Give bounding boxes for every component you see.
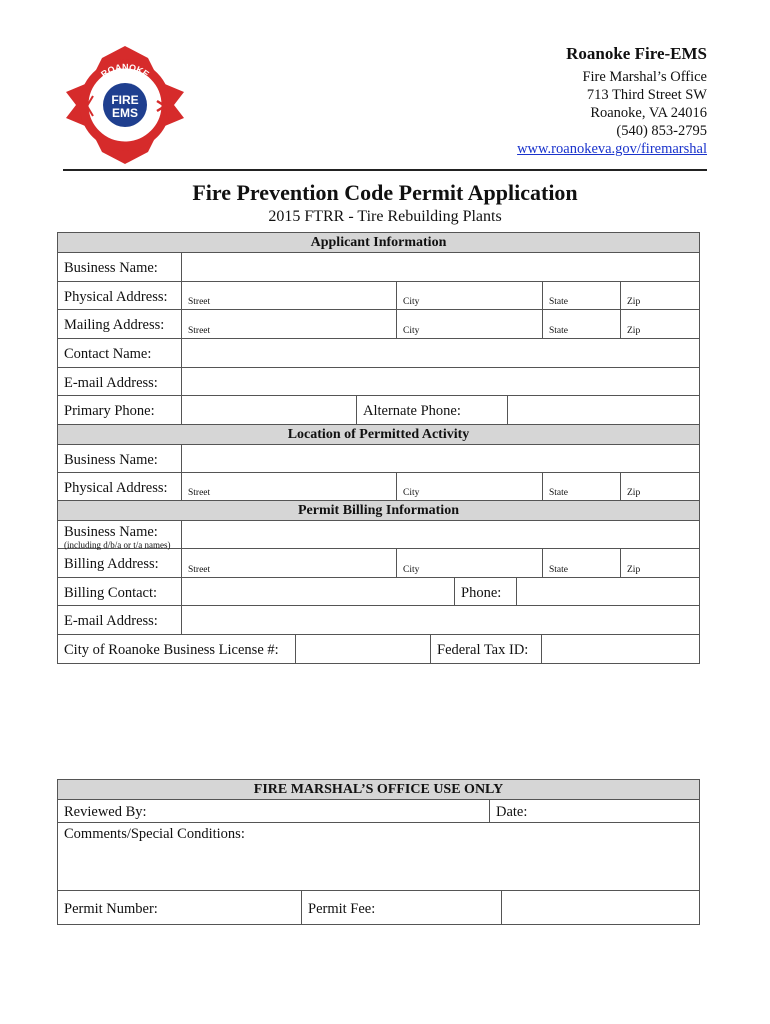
org-city: Roanoke, VA 24016 <box>590 105 707 121</box>
org-address-block <box>517 45 707 158</box>
street-hint: Street <box>188 488 211 498</box>
billing-address-row <box>58 549 699 578</box>
org-phone: (540) 853-2795 <box>616 123 707 139</box>
field-label: Billing Contact: <box>64 585 158 601</box>
license-tax-row <box>58 635 699 664</box>
field-label: Billing Address: <box>64 556 159 572</box>
billing-contact-row <box>58 578 699 606</box>
applicant-business-name-field[interactable] <box>181 253 699 281</box>
logo-top-text: ROANOKE <box>99 61 151 80</box>
permit-extra-field[interactable] <box>501 891 699 924</box>
field-label: Permit Number: <box>64 901 158 917</box>
field-label: Business Name: <box>64 524 158 540</box>
zip-hint: Zip <box>627 297 641 307</box>
field-label: City of Roanoke Business License #: <box>64 642 279 658</box>
field-label: Physical Address: <box>64 480 168 496</box>
state-field[interactable] <box>542 310 620 338</box>
zip-hint: Zip <box>627 488 641 498</box>
org-website-link[interactable]: www.roanokeva.gov/firemarshal <box>517 141 707 157</box>
applicant-email-row <box>58 368 699 396</box>
location-business-name-row <box>58 445 699 473</box>
city-hint: City <box>403 297 420 307</box>
field-label: Date: <box>496 804 528 820</box>
roanoke-fire-ems-logo <box>64 44 186 166</box>
tax-id-label-cell <box>430 635 541 663</box>
applicant-mailing-address-row <box>58 310 699 339</box>
billing-phone-label-cell <box>454 578 516 605</box>
comments-row[interactable] <box>58 823 699 891</box>
applicant-physical-address-row <box>58 282 699 310</box>
field-note: (including d/b/a or t/a names) <box>64 540 171 550</box>
field-label: Comments/Special Conditions: <box>64 826 245 842</box>
permit-form <box>57 232 700 664</box>
field-label: Mailing Address: <box>64 317 165 333</box>
alternate-phone-label-cell <box>356 396 507 424</box>
state-hint: State <box>549 297 568 307</box>
zip-hint: Zip <box>627 326 641 336</box>
field-label: Federal Tax ID: <box>437 642 529 658</box>
street-field[interactable] <box>181 473 396 500</box>
field-label: E-mail Address: <box>64 375 158 391</box>
field-label: Alternate Phone: <box>363 403 461 419</box>
applicant-business-name-row <box>58 253 699 282</box>
location-physical-address-row <box>58 473 699 501</box>
city-field[interactable] <box>396 282 542 309</box>
field-label: Primary Phone: <box>64 403 155 419</box>
billing-business-name-field[interactable] <box>181 521 699 548</box>
office-use-table <box>57 779 700 925</box>
field-label: Reviewed By: <box>64 804 147 820</box>
state-hint: State <box>549 326 568 336</box>
street-field[interactable] <box>181 282 396 309</box>
billing-phone-field[interactable] <box>516 578 699 605</box>
reviewed-row <box>58 800 699 823</box>
street-field[interactable] <box>181 310 396 338</box>
billing-contact-field[interactable] <box>181 578 454 605</box>
state-hint: State <box>549 565 568 575</box>
primary-phone-field[interactable] <box>181 396 356 424</box>
applicant-section-header: Applicant Information <box>58 233 699 253</box>
zip-field[interactable] <box>620 310 699 338</box>
org-office: Fire Marshal’s Office <box>582 69 707 85</box>
contact-name-field[interactable] <box>181 339 699 367</box>
street-hint: Street <box>188 565 211 575</box>
field-label: E-mail Address: <box>64 613 158 629</box>
location-business-name-field[interactable] <box>181 445 699 472</box>
field-label: Business Name: <box>64 452 158 468</box>
applicant-email-field[interactable] <box>181 368 699 395</box>
zip-field[interactable] <box>620 473 699 500</box>
org-name: Roanoke Fire-EMS <box>566 44 707 63</box>
city-field[interactable] <box>396 310 542 338</box>
office-use-header: FIRE MARSHAL’S OFFICE USE ONLY <box>58 780 699 800</box>
state-field[interactable] <box>542 473 620 500</box>
city-hint: City <box>403 565 420 575</box>
field-label: Business Name: <box>64 260 158 276</box>
state-field[interactable] <box>542 282 620 309</box>
logo-center-line1: FIRE <box>111 93 139 107</box>
street-field[interactable] <box>181 549 396 577</box>
billing-email-field[interactable] <box>181 606 699 634</box>
city-hint: City <box>403 326 420 336</box>
street-hint: Street <box>188 326 211 336</box>
zip-field[interactable] <box>620 282 699 309</box>
header-divider <box>63 169 707 171</box>
billing-business-name-row <box>58 521 699 549</box>
zip-field[interactable] <box>620 549 699 577</box>
location-section-header: Location of Permitted Activity <box>58 425 699 445</box>
alternate-phone-field[interactable] <box>507 396 699 424</box>
page-subtitle: 2015 FTRR - Tire Rebuilding Plants <box>268 208 502 225</box>
zip-hint: Zip <box>627 565 641 575</box>
field-label: Contact Name: <box>64 346 152 362</box>
logo-center-line2: EMS <box>111 106 139 120</box>
city-hint: City <box>403 488 420 498</box>
org-street: 713 Third Street SW <box>586 87 707 103</box>
date-field[interactable] <box>489 800 699 822</box>
business-license-field[interactable] <box>295 635 430 663</box>
street-hint: Street <box>188 297 211 307</box>
state-hint: State <box>549 488 568 498</box>
city-field[interactable] <box>396 549 542 577</box>
permit-row <box>58 891 699 925</box>
permit-fee-field[interactable] <box>301 891 501 924</box>
logo-bottom-text: VIRGINIA <box>105 125 145 141</box>
page-title: Fire Prevention Code Permit Application <box>192 180 578 205</box>
state-field[interactable] <box>542 549 620 577</box>
federal-tax-id-field[interactable] <box>541 635 699 663</box>
applicant-phone-row <box>58 396 699 425</box>
field-label: Phone: <box>461 585 502 601</box>
field-label: Permit Fee: <box>308 901 376 917</box>
city-field[interactable] <box>396 473 542 500</box>
field-label: Physical Address: <box>64 289 168 305</box>
billing-email-row <box>58 606 699 635</box>
billing-section-header: Permit Billing Information <box>58 501 699 521</box>
applicant-contact-name-row <box>58 339 699 368</box>
